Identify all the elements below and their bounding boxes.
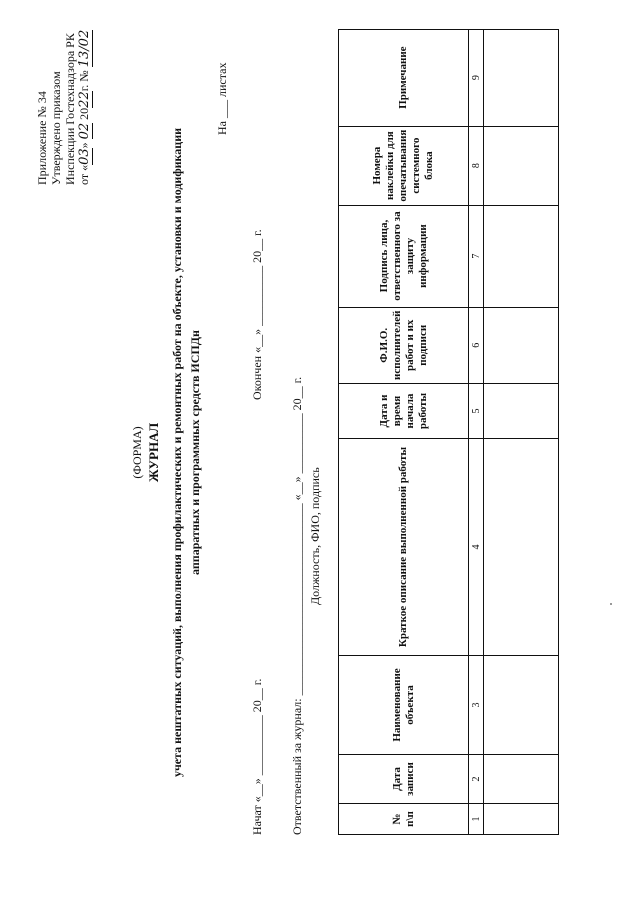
header-cell-object-name: Наименование объекта xyxy=(339,656,469,755)
order-number-prefix: г. № xyxy=(77,70,91,92)
empty-cell xyxy=(484,804,559,835)
empty-cell xyxy=(484,656,559,755)
order-day: 03 xyxy=(77,148,92,165)
table-row xyxy=(484,29,559,834)
journal-table xyxy=(338,29,559,835)
order-date-prefix: от « xyxy=(77,164,91,185)
column-number-cell: 7 xyxy=(469,205,484,307)
column-number-cell: 6 xyxy=(469,307,484,383)
started-date-label: Начат «__» __________ 20__ г. xyxy=(250,678,264,835)
header-cell-responsible-signature: Подпись лица, ответственного за защиту информации xyxy=(339,205,469,307)
appendix-line-3: Инспекции Гостехнадзора РК xyxy=(63,33,77,185)
column-number-cell: 1 xyxy=(469,804,484,835)
appendix-line-1: Приложение № 34 xyxy=(35,91,49,185)
empty-cell xyxy=(484,439,559,656)
journal-subtitle-line-2: аппаратных и программных средств ИСПДн xyxy=(188,330,202,575)
column-number-cell: 3 xyxy=(469,656,484,755)
header-cell-notes: Примечание xyxy=(339,29,469,126)
appendix-header xyxy=(35,30,93,185)
header-cell-entry-date: Дата записи xyxy=(339,755,469,804)
responsible-person-caption: Должность, ФИО, подпись xyxy=(308,467,322,605)
empty-cell xyxy=(484,755,559,804)
order-year: 22 xyxy=(77,91,92,108)
table-column-numbers-row xyxy=(469,29,484,834)
journal-title: ЖУРНАЛ xyxy=(146,422,161,483)
table-header-row xyxy=(339,29,469,834)
empty-cell xyxy=(484,384,559,439)
responsible-person-label: Ответственный за журнал: ________________________________ «__» __________ 20__ г. xyxy=(290,376,304,835)
appendix-line-4 xyxy=(77,30,93,185)
order-month: 02 xyxy=(77,122,92,140)
order-year-prefix: 20 xyxy=(77,107,91,120)
scan-speck xyxy=(610,603,612,605)
header-cell-seal-numbers: Номера наклейки для опечатывания системного блока xyxy=(339,126,469,205)
column-number-cell: 4 xyxy=(469,439,484,656)
empty-cell xyxy=(484,205,559,307)
journal-subtitle-line-1: учета нештатных ситуаций, выполнения профилактических и ремонтных работ на объекте, установки и модификации xyxy=(170,127,184,778)
ended-date-label: Окончен «__» __________ 20__ г. xyxy=(250,229,264,400)
empty-cell xyxy=(484,29,559,126)
appendix-line-2: Утверждено приказом xyxy=(49,71,63,185)
column-number-cell: 2 xyxy=(469,755,484,804)
order-number: 13/02 xyxy=(77,29,92,68)
header-cell-number: № п\п xyxy=(339,804,469,835)
header-cell-performers: Ф.И.О. исполнителей работ и их подписи xyxy=(339,307,469,383)
header-cell-work-description: Краткое описание выполненной работы xyxy=(339,439,469,656)
empty-cell xyxy=(484,126,559,205)
column-number-cell: 5 xyxy=(469,384,484,439)
empty-cell xyxy=(484,307,559,383)
column-number-cell: 9 xyxy=(469,29,484,126)
pages-count-label: На ___ листах xyxy=(215,62,229,135)
order-date-mid: » xyxy=(77,142,91,149)
form-label: (ФОРМА) xyxy=(130,426,144,479)
header-cell-start-datetime: Дата и время начала работы xyxy=(339,384,469,439)
column-number-cell: 8 xyxy=(469,126,484,205)
